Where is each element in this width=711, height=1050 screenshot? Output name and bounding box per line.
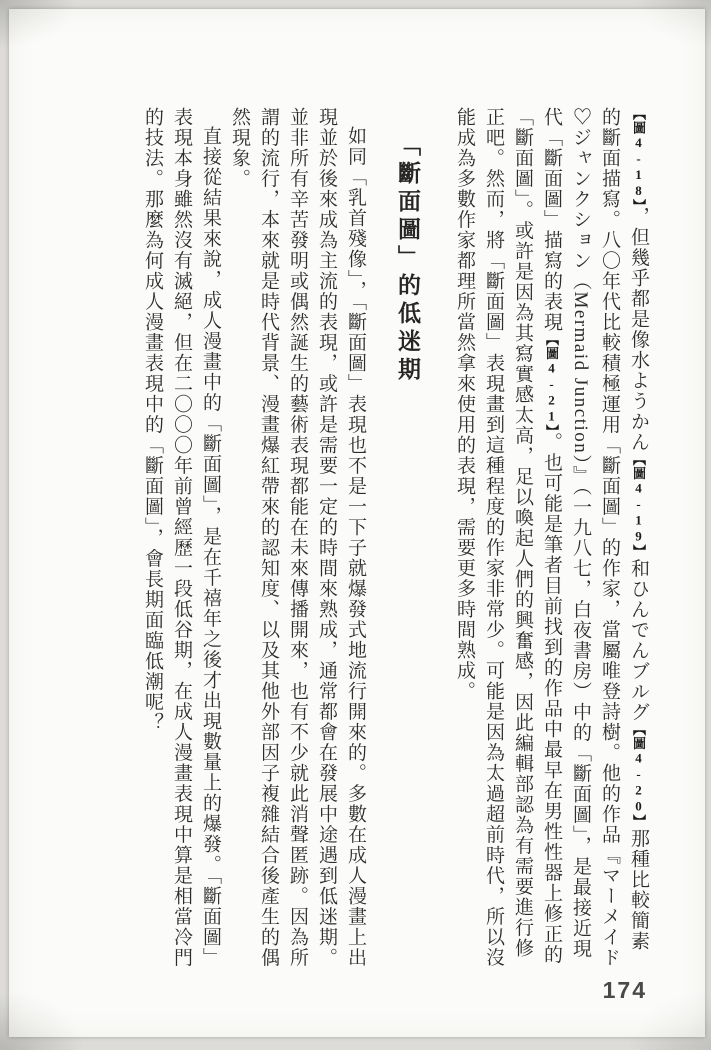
body-text: 。也可能是筆者目前找到的作品中最早在男性性器上修正的「斷面圖」。或許是因為其寫實感太高，足以喚起人們的興奮感，因此編輯部認為有需要進行修正吧。然而，將「斷面圖」表現畫到這種程度的作家非常少。可能是因為太過超前時代，所以沒能成為多數作家都理所當然拿來使用的表現，需要更多時間熟成。: [454, 107, 562, 968]
figure-ref-4-20: 【圖4-20】: [631, 722, 646, 829]
section-heading: 「斷面圖」的低迷期: [395, 133, 420, 385]
page-number: 174: [602, 977, 647, 1003]
page-surface: [9, 9, 705, 1037]
body-text: ，但幾乎都是像水ようかん: [628, 206, 649, 453]
paragraph-continuation: [450, 107, 653, 969]
body-text: 那種比較簡素的斷面描寫。八〇年代比較積極運用「斷面圖」的作家，當屬唯登詩樹。他的作品『マーメイド♡ジャンクション（Mermaid Junction）』（一九八七，白夜書房）中的「斷面圖」，是最接近現代「斷面圖」描寫的表現: [541, 107, 649, 968]
figure-ref-4-19: 【圖4-19】: [631, 452, 646, 559]
figure-ref-4-21: 【圖4-21】: [544, 332, 559, 432]
body-text: 和ひんでんブルグ: [628, 558, 649, 723]
paragraph: 如同「乳首殘像」，「斷面圖」表現也不是一下子就爆發式地流行開來的。多數在成人漫畫上出現並於後來成為主流的表現，或許是需要一定的時間來熟成，通常都會在發展中途遇到低迷期。並非所有辛苦發明或偶然誕生的藝術表現都能在未來傳播開來，也有不少就此消聲匿跡。因為所謂的流行，本來就是時代背景、漫畫爆紅帶來的認知度、以及其他外部因子複雜結合後產生的偶然現象。: [229, 107, 366, 968]
figure-ref-4-18: 【圖4-18】: [631, 107, 646, 207]
article-text: [138, 107, 653, 969]
paragraph: 直接從結果來說，成人漫畫中的「斷面圖」，是在千禧年之後才出現數量上的爆發。「斷面圖」表現本身雖然沒有滅絕，但在二〇〇〇年前曾經歷一段低谷期，在成人漫畫表現中算是相當冷門的技法。那麼為何成人漫畫表現中的「斷面圖」，會長期面臨低潮呢？: [142, 107, 221, 968]
